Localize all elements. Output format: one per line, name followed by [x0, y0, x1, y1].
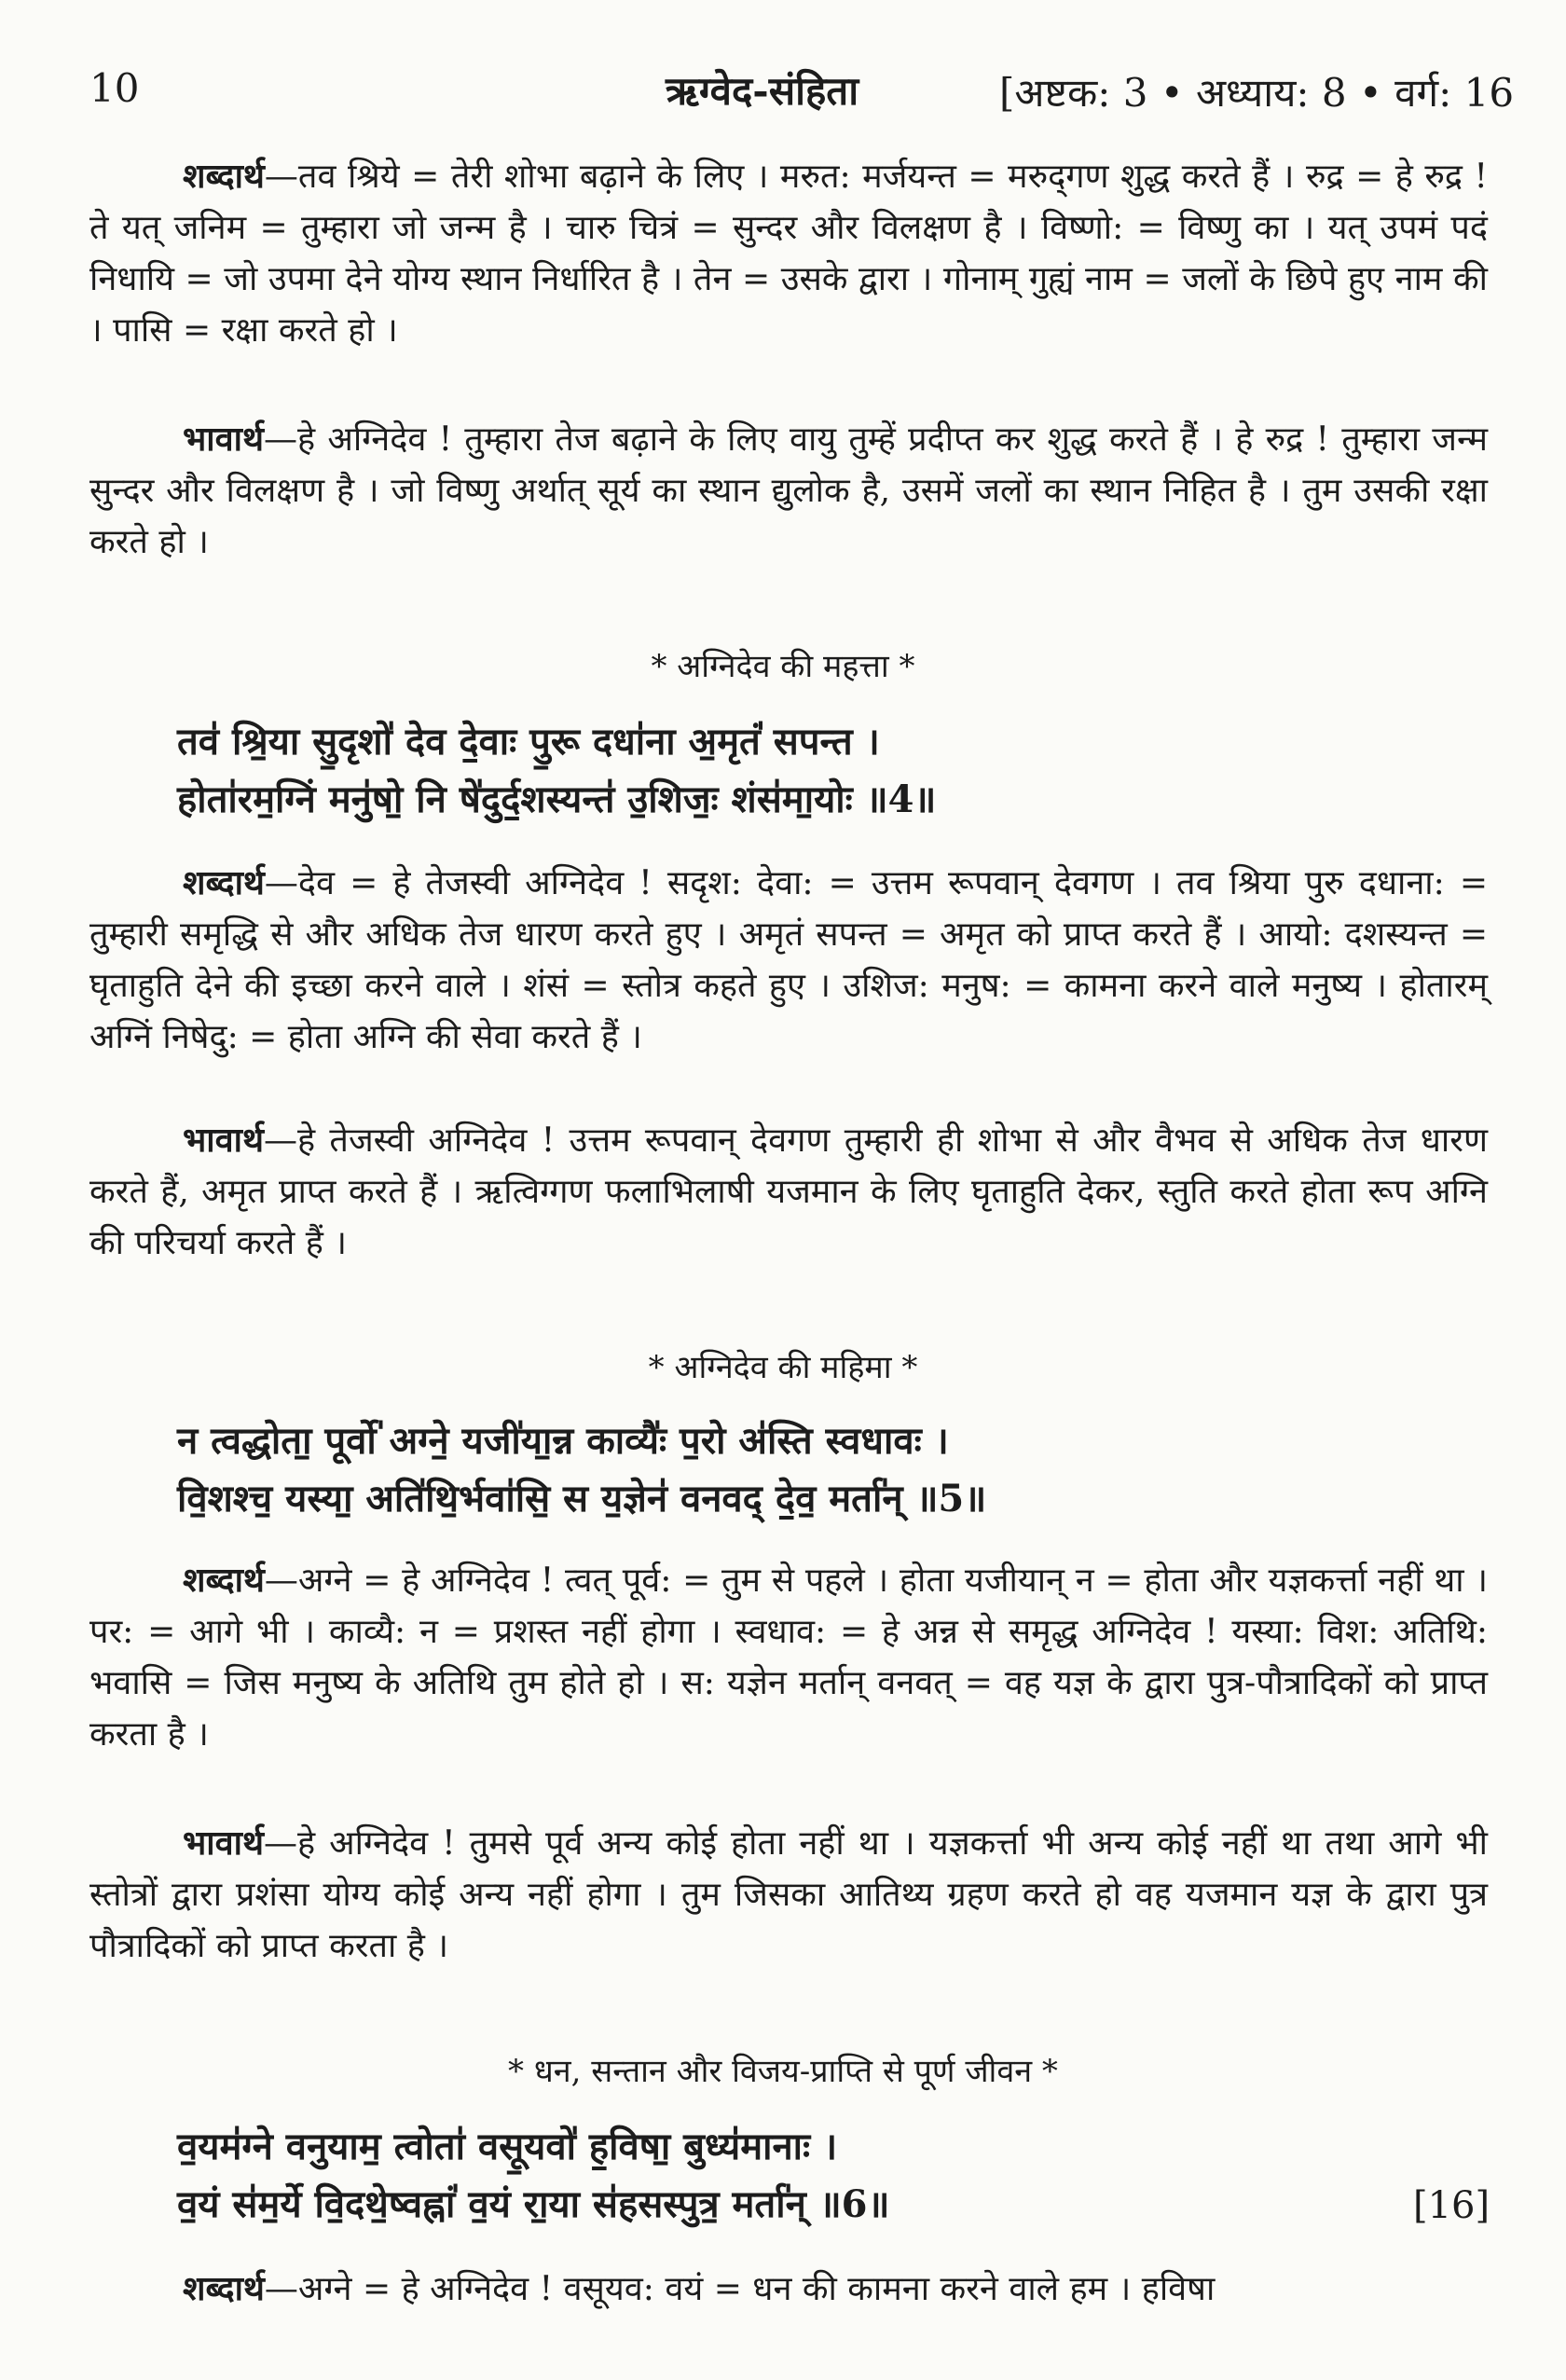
- section-reference: [अष्टक: 3 • अध्याय: 8 • वर्ग: 16: [999, 70, 1515, 116]
- section-heading: * धन, सन्तान और विजय-प्राप्ति से पूर्ण जीवन *: [508, 2053, 1058, 2090]
- verse-line: व॒यं स॑म॒र्ये वि॒दथे॒ष्वह्नां॑ व॒यं रा॒या स॑हसस्पुत्र॒ मर्ता॑न् ॥6॥: [177, 2182, 890, 2226]
- summary-label: भावार्थ: [183, 1823, 264, 1863]
- word-meaning-paragraph: [89, 151, 1488, 356]
- verse-line: व॒यम॑ग्ने वनुयाम॒ त्वोता॑ वसू॒यवो॑ ह॒विषा॒ बुध्य॑मानाः ।: [177, 2125, 838, 2168]
- word-meaning-paragraph: [89, 1555, 1488, 1760]
- summary-label: भावार्थ: [183, 420, 264, 459]
- page-number: 10: [89, 65, 140, 111]
- verse-block: [177, 1412, 1519, 1528]
- summary-paragraph: [89, 1818, 1488, 1972]
- running-title: ऋग्वेद-संहिता: [666, 68, 859, 114]
- summary-label: भावार्थ: [183, 1121, 264, 1160]
- word-meaning-text: —अग्ने = हे अग्निदेव ! वसूयव: वयं = धन की कामना करने वाले हम । हविषा: [264, 2270, 1216, 2308]
- verse-block: [177, 713, 1519, 829]
- verse-line: वि॒शश्च॒ यस्या॒ अति॑थि॒र्भवा॑सि॒ स य॒ज्ञेन॑ वनवद् दे॒व॒ मर्ता॑न् ॥5॥: [177, 1477, 987, 1520]
- verse-block: [177, 2118, 1519, 2234]
- verse-line: होता॑रम॒ग्निं मनु॑षो॒ नि षे॑दुर्द॒शस्यन्त॑ उ॒शिजः॒ शंस॑मा॒योः ॥4॥: [177, 777, 937, 821]
- section-heading: * अग्निदेव की महिमा *: [648, 1349, 918, 1386]
- word-meaning-label: शब्दार्थ: [183, 2269, 265, 2308]
- summary-paragraph: [89, 414, 1488, 568]
- word-meaning-text: —देव = हे तेजस्वी अग्निदेव ! सदृश: देवा: = उत्तम रूपवान् देवगण । तव श्रिया पुरु दधाना: = तुम्हारी समृद्धि से और अधिक तेज धारण करते हुए । अमृतं सपन्त = अमृत को प्राप्त करते हैं । आयो: दशस्यन्त = घृताहुति देने की इच्छा करने वाले । शंसं = स्तोत्र कहते हुए । उशिज: मनुष: = कामना करने वाले मनुष्य । होतारम् अग्निं निषेदु: = होता अग्नि की सेवा करते हैं ।: [89, 864, 1488, 1056]
- summary-text: —हे अग्निदेव ! तुमसे पूर्व अन्य कोई होता नहीं था । यज्ञकर्त्ता भी अन्य कोई नहीं था तथा आगे भी स्तोत्रों द्वारा प्रशंसा योग्य कोई अन्य नहीं होगा । तुम जिसका आतिथ्य ग्रहण करते हो वह यजमान यज्ञ के द्वारा पुत्र पौत्रादिकों को प्राप्त करता है ।: [89, 1824, 1488, 1965]
- section-heading: * अग्निदेव की महत्ता *: [651, 648, 915, 685]
- word-meaning-label: शब्दार्थ: [183, 1561, 265, 1600]
- word-meaning-text: —तव श्रिये = तेरी शोभा बढ़ाने के लिए । मरुत: मर्जयन्त = मरुद्‌गण शुद्ध करते हैं । रुद्र = हे रुद्र ! ते यत् जनिम = तुम्हारा जो जन्म है । चारु चित्रं = सुन्दर और विलक्षण है । विष्णो: = विष्णु का । यत् उपमं पदं निधायि = जो उपमा देने योग्य स्थान निर्धारित है । तेन = उसके द्वारा । गोनाम् गुह्यं नाम = जलों के छिपे हुए नाम की । पासि = रक्षा करते हो ।: [89, 158, 1488, 350]
- word-meaning-text: —अग्ने = हे अग्निदेव ! त्वत् पूर्व: = तुम से पहले । होता यजीयान् न = होता और यज्ञकर्त्ता नहीं था । पर: = आगे भी । काव्यै: न = प्रशस्त नहीं होगा । स्वधाव: = हे अन्न से समृद्ध अग्निदेव ! यस्या: विश: अतिथि: भवासि = जिस मनुष्य के अतिथि तुम होते हो । स: यज्ञेन मर्तान् वनवत् = वह यज्ञ के द्वारा पुत्र-पौत्रादिकों को प्राप्त करता है ।: [89, 1561, 1488, 1754]
- word-meaning-label: शब्दार्थ: [183, 863, 265, 902]
- word-meaning-label: शब्दार्थ: [183, 157, 265, 196]
- word-meaning-paragraph: [89, 858, 1488, 1063]
- verse-line: न त्वद्धोता॒ पूर्वो॑ अग्ने॒ यजी॑या॒न्न काव्यैः॑ प॒रो अ॑स्ति स्वधावः ।: [177, 1419, 949, 1463]
- verse-line: तव॑ श्रि॒या सु॒दृशो॑ देव दे॒वाः पु॒रू दधा॑ना अ॒मृतं॑ सपन्त ।: [177, 720, 880, 764]
- summary-text: —हे अग्निदेव ! तुम्हारा तेज बढ़ाने के लिए वायु तुम्हें प्रदीप्त कर शुद्ध करते हैं । हे रुद्र ! तुम्हारा जन्म सुन्दर और विलक्षण है । जो विष्णु अर्थात् सूर्य का स्थान द्युलोक है, उसमें जलों का स्थान निहित है । तुम उसकी रक्षा करते हो ।: [89, 420, 1488, 561]
- varga-number: [16]: [1413, 2184, 1490, 2227]
- summary-paragraph: [89, 1115, 1488, 1269]
- word-meaning-paragraph: [89, 2263, 1488, 2315]
- summary-text: —हे तेजस्वी अग्निदेव ! उत्तम रूपवान् देवगण तुम्हारी ही शोभा से और वैभव से अधिक तेज धारण करते हैं, अमृत प्राप्त करते हैं । ऋत्विग्गण फलाभिलाषी यजमान के लिए घृताहुति देकर, स्तुति करते होता रूप अग्नि की परिचर्या करते हैं ।: [89, 1121, 1488, 1262]
